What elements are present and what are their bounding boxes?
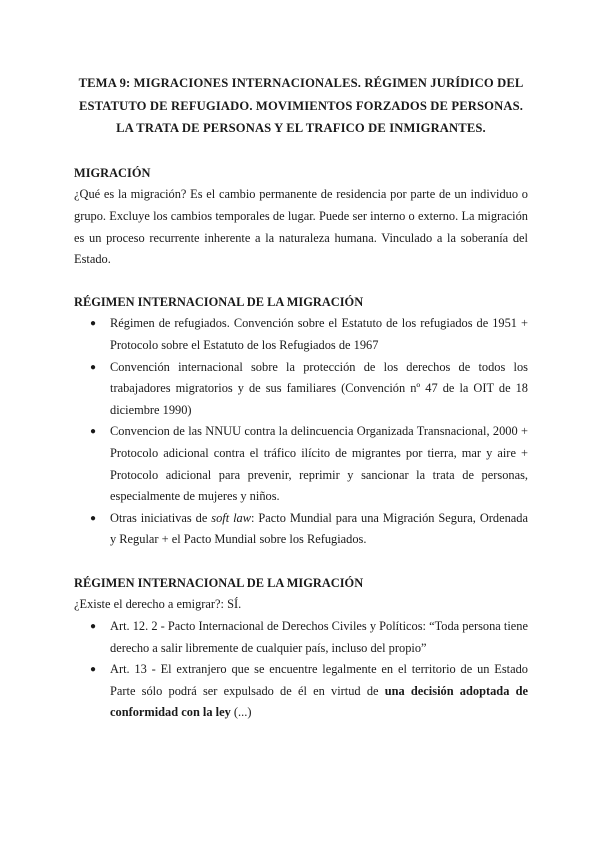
- bullet-icon: ●: [90, 621, 97, 633]
- document-title: TEMA 9: MIGRACIONES INTERNACIONALES. RÉGIMEN JURÍDICO DEL ESTATUTO DE REFUGIADO. MOVIMIENTOS FORZADOS DE PERSONAS. LA TRATA DE PERSONAS Y EL TRAFICO DE INMIGRANTES.: [78, 76, 524, 136]
- list-item-text-italic: soft law: [211, 510, 252, 525]
- section-paragraph: ¿Qué es la migración? Es el cambio permanente de residencia por parte de un individuo o grupo. Excluye los cambios temporales de lugar. Puede ser interno o externo. La migración es un proceso recurrente inherente a la naturaleza humana. Vinculado a la soberanía del Estado.: [74, 187, 528, 267]
- list-item: [90, 659, 528, 724]
- list-item-text-suffix: : Pacto Mundial para una Migración Segura, Ordenada y Regular + el Pacto Mundial sobre los Refugiados.: [110, 510, 529, 547]
- list-item-text-prefix: Art. 13 - El extranjero que se encuentre legalmente en el territorio de un Estado Parte sólo podrá ser expulsado de él en virtud de: [110, 662, 528, 698]
- bullet-icon: ●: [90, 361, 97, 373]
- section-regimen-internacional: [74, 292, 528, 551]
- section-intro: ¿Existe el derecho a emigrar?: SÍ.: [74, 597, 242, 612]
- list-item: [90, 421, 528, 507]
- section-derecho-emigrar: [74, 573, 528, 724]
- bullet-icon: ●: [90, 318, 97, 330]
- list-item: [90, 313, 528, 356]
- section-heading: RÉGIMEN INTERNACIONAL DE LA MIGRACIÓN: [74, 294, 364, 309]
- list-item-text: Régimen de refugiados. Convención sobre el Estatuto de los refugiados de 1951 + Protocolo sobre el Estatuto de los Refugiados de 1967: [110, 316, 528, 352]
- bullet-list: [74, 616, 528, 724]
- bullet-icon: ●: [90, 512, 97, 524]
- list-item: [90, 508, 529, 551]
- section-migracion: [74, 163, 528, 271]
- list-item: [90, 616, 528, 659]
- list-item-text: Convencion de las NNUU contra la delincuencia Organizada Transnacional, 2000 + Protocolo adicional contra el tráfico ilícito de migrantes por tierra, mar y aire + Protocolo adicional para prevenir, reprimir y sancionar la trata de personas, especialmente de mujeres y niños.: [110, 424, 528, 504]
- list-item-text: Convención internacional sobre la protección de los derechos de todos los trabajadores migratorios y de sus familiares (Convención nº 47 de la OIT de 18 diciembre 1990): [110, 359, 528, 417]
- list-item-text-bold: una decisión adoptada de conformidad con la ley: [110, 683, 528, 720]
- bullet-icon: ●: [90, 426, 97, 438]
- bullet-icon: ●: [90, 664, 97, 676]
- list-item-text-prefix: Otras iniciativas de: [110, 510, 212, 525]
- list-item-text-suffix: (...): [230, 705, 252, 720]
- bullet-list: [74, 313, 528, 551]
- list-item: [90, 357, 528, 422]
- section-heading: MIGRACIÓN: [74, 165, 151, 180]
- section-heading: RÉGIMEN INTERNACIONAL DE LA MIGRACIÓN: [74, 575, 364, 590]
- list-item-text: Art. 12. 2 - Pacto Internacional de Derechos Civiles y Políticos: “Toda persona tiene derecho a salir libremente de cualquier país, incluso del propio”: [110, 619, 528, 655]
